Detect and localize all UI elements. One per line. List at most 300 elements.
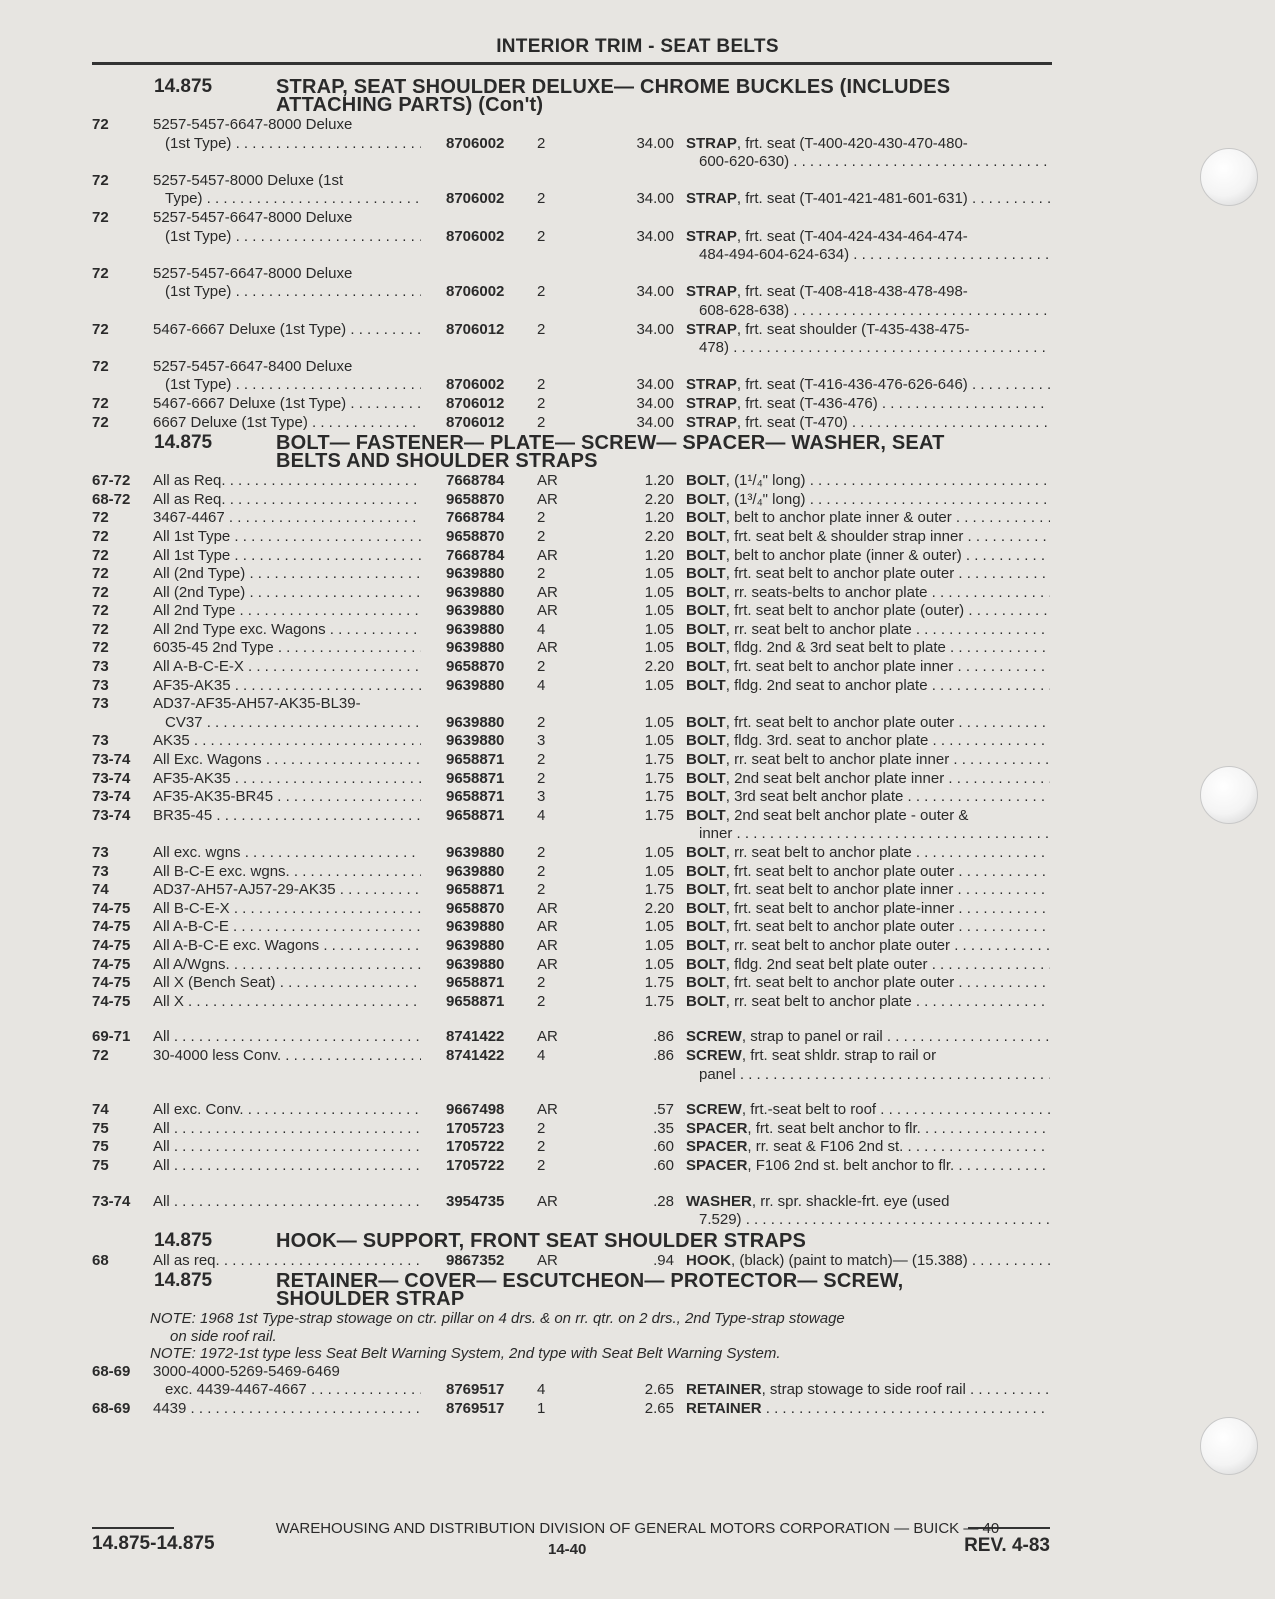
section-title bbox=[276, 76, 1052, 116]
application bbox=[153, 751, 421, 770]
table-row bbox=[92, 1120, 1052, 1139]
list-price: .57 bbox=[653, 1101, 674, 1119]
application-line: 5257-5457-6647-8000 Deluxe bbox=[153, 208, 353, 226]
list-price: 1.05 bbox=[644, 862, 674, 880]
quantity: AR bbox=[537, 1028, 558, 1046]
part-name: STRAP bbox=[686, 283, 737, 301]
section-group-code: 14.875 bbox=[154, 1270, 213, 1292]
application-line: (1st Type) . . . bbox=[153, 283, 421, 302]
table-row bbox=[92, 974, 1052, 993]
description-line: RETAINER, strap stowage to side roof rail . . . bbox=[686, 1381, 1050, 1400]
description bbox=[686, 751, 1050, 770]
application-line: AF35-AK35-BR45 . . . bbox=[153, 788, 421, 807]
application-line: All 1st Type . . . bbox=[153, 547, 421, 566]
section-group-code: 14.875 bbox=[154, 76, 213, 97]
application bbox=[153, 1101, 421, 1120]
list-price: 1.05 bbox=[644, 583, 674, 601]
description-text: rr. seat belt to anchor plate bbox=[734, 620, 912, 638]
description-text: frt. seat shldr. strap to rail or bbox=[750, 1046, 937, 1064]
part-number: 9658870 bbox=[446, 490, 505, 508]
table-row bbox=[92, 584, 1052, 603]
quantity: 1 bbox=[537, 1399, 546, 1417]
application-line: 5467-6667 Deluxe (1st Type) . . . bbox=[153, 321, 421, 340]
part-name: BOLT bbox=[686, 639, 726, 657]
description-line: BOLT, rr. seat belt to anchor plate . . . bbox=[686, 844, 1050, 863]
footer-revision: REV. 4-83 bbox=[964, 1535, 1050, 1556]
part-number: 9658871 bbox=[446, 751, 505, 769]
part-name: STRAP bbox=[686, 190, 737, 208]
list-price: 1.05 bbox=[644, 936, 674, 954]
part-number: 8706012 bbox=[446, 394, 505, 412]
table-row bbox=[92, 732, 1052, 751]
part-name: SPACER bbox=[686, 1156, 748, 1174]
quantity: 2 bbox=[537, 190, 546, 208]
list-price: 1.05 bbox=[644, 602, 674, 620]
part-name: STRAP bbox=[686, 134, 737, 152]
description-line: SCREW, frt. seat shldr. strap to rail or bbox=[686, 1046, 937, 1064]
application-line: All A-B-C-E . . . bbox=[153, 918, 421, 937]
table-row bbox=[92, 1047, 1052, 1084]
application-line: 3467-4467 . . . bbox=[153, 509, 421, 528]
application bbox=[153, 1120, 421, 1139]
description-line: BOLT, frt. seat belt to anchor plate inner . . . bbox=[686, 881, 1050, 900]
description-line: STRAP, frt. seat (T-401-421-481-601-631) . . . bbox=[686, 190, 1050, 209]
quantity: 2 bbox=[537, 394, 546, 412]
application-line: AD37-AH57-AJ57-29-AK35 . . . bbox=[153, 881, 421, 900]
description bbox=[686, 1028, 1050, 1047]
part-name: WASHER bbox=[686, 1192, 752, 1210]
description bbox=[686, 863, 1050, 882]
application-line: All . . . bbox=[153, 1028, 421, 1047]
description-line: 600-620-630) . . . bbox=[686, 153, 1050, 172]
application-line: BR35-45 . . . bbox=[153, 807, 421, 826]
binder-hole bbox=[1200, 766, 1258, 824]
model-year: 67-72 bbox=[92, 472, 131, 490]
title-rule bbox=[92, 62, 1052, 65]
quantity: 2 bbox=[537, 509, 546, 527]
description-line: STRAP, frt. seat (T-404-424-434-464-474- bbox=[686, 227, 968, 245]
application bbox=[153, 1157, 421, 1176]
part-number: 9639880 bbox=[446, 732, 505, 750]
description-line: STRAP, frt. seat shoulder (T-435-438-475- bbox=[686, 320, 970, 338]
table-row bbox=[92, 116, 1052, 172]
application bbox=[153, 770, 421, 789]
page-title: INTERIOR TRIM - SEAT BELTS bbox=[496, 36, 779, 57]
footer-group-range: 14.875-14.875 bbox=[92, 1533, 215, 1554]
model-year: 74-75 bbox=[92, 899, 131, 917]
description bbox=[686, 658, 1050, 677]
part-name: STRAP bbox=[686, 376, 737, 394]
part-number: 1705722 bbox=[446, 1138, 505, 1156]
description bbox=[686, 1363, 1050, 1400]
description bbox=[686, 937, 1050, 956]
model-year: 72 bbox=[92, 413, 109, 431]
application-line: All (2nd Type) . . . bbox=[153, 565, 421, 584]
model-year: 73 bbox=[92, 862, 109, 880]
table-row bbox=[92, 900, 1052, 919]
table-row bbox=[92, 751, 1052, 770]
list-price: 1.75 bbox=[644, 881, 674, 899]
table-row bbox=[92, 844, 1052, 863]
quantity: 2 bbox=[537, 751, 546, 769]
application bbox=[153, 993, 421, 1012]
description-text: rr. seat belt to anchor plate bbox=[734, 992, 912, 1010]
list-price: 1.05 bbox=[644, 676, 674, 694]
part-number: 8706002 bbox=[446, 227, 505, 245]
description-text: frt. seat (T-436-476) bbox=[745, 394, 878, 412]
description bbox=[686, 974, 1050, 993]
application-line: All A-B-C-E-X . . . bbox=[153, 658, 421, 677]
description bbox=[686, 639, 1050, 658]
table-row bbox=[92, 395, 1052, 414]
description-line: 608-628-638) . . . bbox=[686, 302, 1050, 321]
table-row bbox=[92, 565, 1052, 584]
model-year: 68-72 bbox=[92, 490, 131, 508]
model-year: 73-74 bbox=[92, 1192, 131, 1210]
section-title-line: SHOULDER STRAP bbox=[276, 1288, 465, 1311]
part-number: 9639880 bbox=[446, 955, 505, 973]
description-text: frt.-seat belt to roof bbox=[750, 1101, 877, 1119]
description-line: BOLT, fldg. 3rd. seat to anchor plate . . . bbox=[686, 732, 1050, 751]
application-line: 6667 Deluxe (1st Type) . . . bbox=[153, 414, 421, 433]
description-line: STRAP, frt. seat (T-416-436-476-626-646) . . . bbox=[686, 376, 1050, 395]
table-row bbox=[92, 509, 1052, 528]
part-name: BOLT bbox=[686, 992, 726, 1010]
application bbox=[153, 395, 421, 414]
quantity: 4 bbox=[537, 676, 546, 694]
description-line: BOLT, frt. seat belt to anchor plate (outer) . . . bbox=[686, 602, 1050, 621]
application bbox=[153, 844, 421, 863]
model-year: 73-74 bbox=[92, 751, 131, 769]
description-text: frt. seat (T-416-436-476-626-646) bbox=[745, 376, 968, 394]
description bbox=[686, 1400, 1050, 1419]
table-row bbox=[92, 472, 1052, 491]
description-line: BOLT, frt. seat belt to anchor plate-inner . . . bbox=[686, 900, 1050, 919]
list-price: 1.75 bbox=[644, 769, 674, 787]
description-text: (1³/₄" long) bbox=[734, 490, 806, 508]
model-year: 72 bbox=[92, 394, 109, 412]
description-text: (black) (paint to match)— (15.388) bbox=[739, 1251, 968, 1269]
application-line: Type) . . . bbox=[153, 190, 421, 209]
description bbox=[686, 956, 1050, 975]
part-name: BOLT bbox=[686, 806, 726, 824]
list-price: 1.75 bbox=[644, 806, 674, 824]
list-price: 34.00 bbox=[636, 227, 674, 245]
list-price: 1.20 bbox=[644, 472, 674, 490]
description-text: rr. seat & F106 2nd st. bbox=[755, 1138, 904, 1156]
model-year: 72 bbox=[92, 639, 109, 657]
description bbox=[686, 358, 1050, 395]
part-number: 8706002 bbox=[446, 376, 505, 394]
description-text: frt. seat (T-400-420-430-470-480- bbox=[745, 134, 968, 152]
application bbox=[153, 658, 421, 677]
table-row bbox=[92, 956, 1052, 975]
application bbox=[153, 807, 421, 826]
model-year: 72 bbox=[92, 208, 109, 226]
section-title bbox=[276, 1270, 1052, 1310]
binder-hole bbox=[1200, 148, 1258, 206]
description-text: frt. seat (T-470) bbox=[745, 413, 848, 431]
part-number: 9658871 bbox=[446, 881, 505, 899]
description-text: strap to panel or rail bbox=[750, 1028, 883, 1046]
quantity: AR bbox=[537, 1192, 558, 1210]
part-number: 9658870 bbox=[446, 527, 505, 545]
list-price: 2.20 bbox=[644, 490, 674, 508]
quantity: 2 bbox=[537, 881, 546, 899]
section bbox=[92, 1270, 1052, 1418]
model-year: 72 bbox=[92, 527, 109, 545]
part-name: BOLT bbox=[686, 527, 726, 545]
model-year: 72 bbox=[92, 264, 109, 282]
application bbox=[153, 172, 421, 209]
part-name: SPACER bbox=[686, 1138, 748, 1156]
section bbox=[92, 76, 1052, 432]
application-line: All exc. wgns . . . bbox=[153, 844, 421, 863]
quantity: AR bbox=[537, 490, 558, 508]
table-row bbox=[92, 265, 1052, 321]
model-year: 68-69 bbox=[92, 1362, 131, 1380]
list-price: 1.05 bbox=[644, 732, 674, 750]
description-text: rr. seats-belts to anchor plate bbox=[734, 583, 928, 601]
list-price: 1.20 bbox=[644, 546, 674, 564]
table-row bbox=[92, 695, 1052, 732]
list-price: 1.75 bbox=[644, 788, 674, 806]
description bbox=[686, 209, 1050, 265]
application-line: AK35 . . . bbox=[153, 732, 421, 751]
description-line: BOLT, belt to anchor plate inner & outer . . . bbox=[686, 509, 1050, 528]
part-name: BOLT bbox=[686, 509, 726, 527]
part-name: BOLT bbox=[686, 844, 726, 862]
section-heading bbox=[92, 1230, 1052, 1252]
list-price: .86 bbox=[653, 1028, 674, 1046]
description-line: BOLT, (1³/₄" long) . . . bbox=[686, 491, 1050, 510]
table-row bbox=[92, 1252, 1052, 1271]
part-number: 9639880 bbox=[446, 918, 505, 936]
description-text: rr. seat belt to anchor plate inner bbox=[734, 751, 950, 769]
section-title-line: HOOK— SUPPORT, FRONT SEAT SHOULDER STRAPS bbox=[276, 1229, 807, 1252]
description bbox=[686, 788, 1050, 807]
description bbox=[686, 602, 1050, 621]
part-name: BOLT bbox=[686, 769, 726, 787]
part-name: BOLT bbox=[686, 751, 726, 769]
description-line: BOLT, 2nd seat belt anchor plate - outer & bbox=[686, 806, 969, 824]
quantity: AR bbox=[537, 639, 558, 657]
part-name: BOLT bbox=[686, 788, 726, 806]
model-year: 73-74 bbox=[92, 806, 131, 824]
list-price: 1.20 bbox=[644, 509, 674, 527]
quantity: 2 bbox=[537, 376, 546, 394]
application bbox=[153, 788, 421, 807]
description-line: BOLT, frt. seat belt & shoulder strap inner . . . bbox=[686, 528, 1050, 547]
application-line: All A-B-C-E exc. Wagons . . . bbox=[153, 937, 421, 956]
description-text: frt. seat belt to anchor plate-inner bbox=[734, 899, 955, 917]
table-row bbox=[92, 639, 1052, 658]
part-number: 7668784 bbox=[446, 546, 505, 564]
model-year: 74-75 bbox=[92, 918, 131, 936]
part-number: 9639880 bbox=[446, 602, 505, 620]
description bbox=[686, 993, 1050, 1012]
description-text: belt to anchor plate inner & outer bbox=[734, 509, 952, 527]
part-name: STRAP bbox=[686, 227, 737, 245]
description bbox=[686, 1047, 1050, 1084]
description-text: 2nd seat belt anchor plate inner bbox=[734, 769, 945, 787]
description-text: frt. seat belt to anchor plate inner bbox=[734, 658, 954, 676]
quantity: 3 bbox=[537, 788, 546, 806]
application bbox=[153, 265, 421, 302]
section-title-line: BOLT— FASTENER— PLATE— SCREW— SPACER— WASHER, SEAT bbox=[276, 432, 945, 455]
quantity: 2 bbox=[537, 565, 546, 583]
quantity: 2 bbox=[537, 862, 546, 880]
part-number: 9639880 bbox=[446, 936, 505, 954]
application-line: 5257-5457-6647-8000 Deluxe bbox=[153, 264, 353, 282]
description-text: frt. seat belt to anchor plate inner bbox=[734, 881, 954, 899]
quantity: AR bbox=[537, 1251, 558, 1269]
section-title bbox=[276, 432, 1052, 472]
model-year: 69-71 bbox=[92, 1028, 131, 1046]
model-year: 68 bbox=[92, 1251, 109, 1269]
description-text: frt. seat belt to anchor plate outer bbox=[734, 565, 955, 583]
description bbox=[686, 509, 1050, 528]
part-name: BOLT bbox=[686, 676, 726, 694]
application-line: 5467-6667 Deluxe (1st Type) . . . bbox=[153, 395, 421, 414]
part-name: STRAP bbox=[686, 320, 737, 338]
description bbox=[686, 172, 1050, 209]
description-line: BOLT, frt. seat belt to anchor plate outer . . . bbox=[686, 974, 1050, 993]
list-price: .86 bbox=[653, 1046, 674, 1064]
part-number: 9639880 bbox=[446, 620, 505, 638]
description-text: frt. seat shoulder (T-435-438-475- bbox=[745, 320, 970, 338]
quantity: 2 bbox=[537, 769, 546, 787]
table-row bbox=[92, 528, 1052, 547]
part-name: STRAP bbox=[686, 413, 737, 431]
list-price: 1.75 bbox=[644, 992, 674, 1010]
description bbox=[686, 472, 1050, 491]
part-name: BOLT bbox=[686, 918, 726, 936]
model-year: 72 bbox=[92, 565, 109, 583]
part-name: BOLT bbox=[686, 472, 726, 490]
part-number: 9867352 bbox=[446, 1251, 505, 1269]
model-year: 72 bbox=[92, 1046, 109, 1064]
application bbox=[153, 565, 421, 584]
application bbox=[153, 695, 421, 732]
description-text: rr. seat belt to anchor plate bbox=[734, 844, 912, 862]
description-line: STRAP, frt. seat (T-436-476) . . . bbox=[686, 395, 1050, 414]
quantity: AR bbox=[537, 1101, 558, 1119]
part-name: BOLT bbox=[686, 955, 726, 973]
table-row bbox=[92, 621, 1052, 640]
table-row bbox=[92, 1363, 1052, 1400]
list-price: 2.20 bbox=[644, 527, 674, 545]
part-number: 9658871 bbox=[446, 788, 505, 806]
list-price: 1.75 bbox=[644, 974, 674, 992]
part-number: 8706002 bbox=[446, 283, 505, 301]
part-name: BOLT bbox=[686, 490, 726, 508]
table-row bbox=[92, 863, 1052, 882]
quantity: 2 bbox=[537, 134, 546, 152]
part-number: 8706002 bbox=[446, 190, 505, 208]
part-number: 9639880 bbox=[446, 565, 505, 583]
model-year: 72 bbox=[92, 546, 109, 564]
list-price: 34.00 bbox=[636, 413, 674, 431]
part-name: SCREW bbox=[686, 1101, 742, 1119]
model-year: 75 bbox=[92, 1119, 109, 1137]
description-text: frt. seat belt anchor to flr. bbox=[755, 1119, 921, 1137]
application-line: 5257-5457-8000 Deluxe (1st bbox=[153, 171, 344, 189]
binder-hole bbox=[1200, 1417, 1258, 1475]
part-name: BOLT bbox=[686, 658, 726, 676]
part-number: 9639880 bbox=[446, 583, 505, 601]
list-price: 34.00 bbox=[636, 320, 674, 338]
model-year: 68-69 bbox=[92, 1399, 131, 1417]
description bbox=[686, 1138, 1050, 1157]
application bbox=[153, 116, 421, 153]
part-number: 9658871 bbox=[446, 806, 505, 824]
application bbox=[153, 1193, 421, 1212]
list-price: 34.00 bbox=[636, 376, 674, 394]
quantity: 2 bbox=[537, 1156, 546, 1174]
application bbox=[153, 956, 421, 975]
part-name: BOLT bbox=[686, 602, 726, 620]
table-row bbox=[92, 993, 1052, 1012]
application-line: exc. 4439-4467-4667 . . . bbox=[153, 1381, 421, 1400]
part-number: 8769517 bbox=[446, 1381, 505, 1399]
description bbox=[686, 116, 1050, 172]
application-line: 3000-4000-5269-5469-6469 bbox=[153, 1362, 340, 1380]
description-text: fldg. 2nd & 3rd seat belt to plate bbox=[734, 639, 946, 657]
description-text: fldg. 2nd seat to anchor plate bbox=[734, 676, 928, 694]
quantity: 2 bbox=[537, 974, 546, 992]
part-number: 3954735 bbox=[446, 1192, 505, 1210]
description-line: BOLT, frt. seat belt to anchor plate outer . . . bbox=[686, 863, 1050, 882]
part-number: 9658871 bbox=[446, 992, 505, 1010]
section-title-line: STRAP, SEAT SHOULDER DELUXE— CHROME BUCKLES (INCLUDES bbox=[276, 76, 951, 98]
table-row bbox=[92, 1138, 1052, 1157]
part-name: SCREW bbox=[686, 1028, 742, 1046]
quantity: 4 bbox=[537, 806, 546, 824]
application-line: All as Req. . . . bbox=[153, 491, 421, 510]
section bbox=[92, 432, 1052, 1230]
application-line: All as Req. . . . bbox=[153, 472, 421, 491]
list-price: 1.05 bbox=[644, 620, 674, 638]
table-row bbox=[92, 658, 1052, 677]
application bbox=[153, 918, 421, 937]
application bbox=[153, 1028, 421, 1047]
application-line: 5257-5457-6647-8400 Deluxe bbox=[153, 357, 353, 375]
description-text: fldg. 3rd. seat to anchor plate bbox=[734, 732, 929, 750]
list-price: 2.65 bbox=[644, 1399, 674, 1417]
part-name: BOLT bbox=[686, 974, 726, 992]
description-line: SPACER, rr. seat & F106 2nd st. . . . bbox=[686, 1138, 1050, 1157]
application-line: All 1st Type . . . bbox=[153, 528, 421, 547]
description-line: BOLT, rr. seat belt to anchor plate . . . bbox=[686, 621, 1050, 640]
application-line: All . . . bbox=[153, 1193, 421, 1212]
quantity: 2 bbox=[537, 713, 546, 731]
application-line: AD37-AF35-AH57-AK35-BL39- bbox=[153, 695, 361, 713]
application bbox=[153, 863, 421, 882]
quantity: AR bbox=[537, 583, 558, 601]
list-price: 1.05 bbox=[644, 844, 674, 862]
application bbox=[153, 491, 421, 510]
application bbox=[153, 1363, 421, 1400]
list-price: 1.05 bbox=[644, 713, 674, 731]
description-line: BOLT, rr. seat belt to anchor plate . . . bbox=[686, 993, 1050, 1012]
description-line: BOLT, fldg. 2nd & 3rd seat belt to plate . . . bbox=[686, 639, 1050, 658]
quantity: 4 bbox=[537, 1046, 546, 1064]
part-number: 8706012 bbox=[446, 320, 505, 338]
description bbox=[686, 547, 1050, 566]
description-line: SCREW, frt.-seat belt to roof . . . bbox=[686, 1101, 1050, 1120]
quantity: 2 bbox=[537, 992, 546, 1010]
